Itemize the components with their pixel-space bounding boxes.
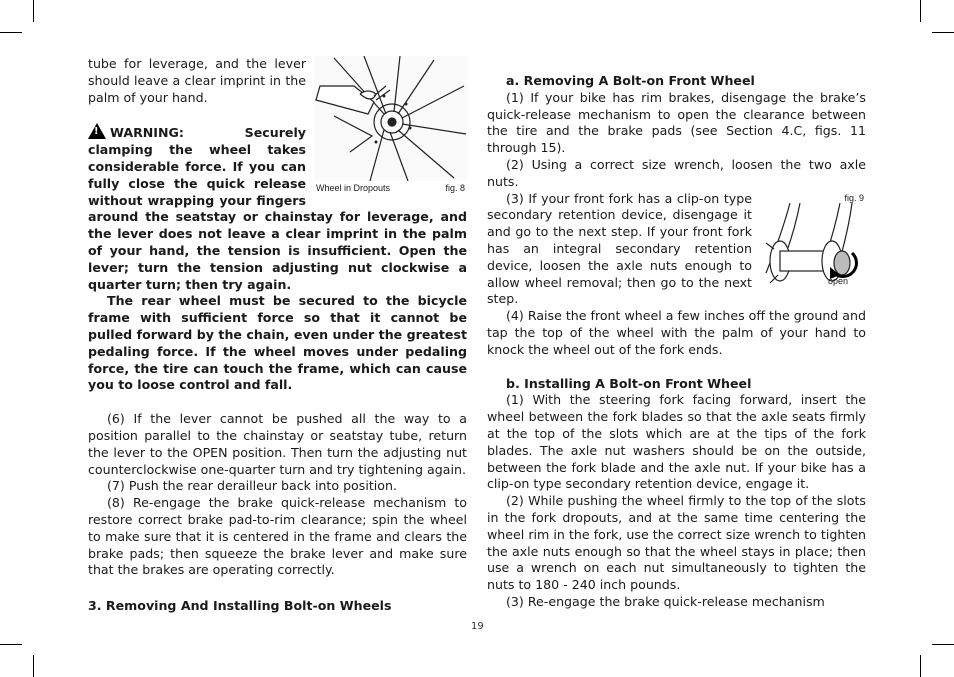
step-b1: (1) With the steering fork facing forward, insert the wheel between the fork blades so that the axle seats firmly at the top of the slots which are at the tips of the fork blades. The axle nut washers should be on the outside, between the fork blade and the axle nut. If your bike has a clip-on type secondary retention device, engage it.	[487, 392, 866, 492]
hub-axle-illustration	[760, 203, 866, 291]
heading-b: b. Installing A Bolt-on Front Wheel	[506, 375, 752, 391]
crop-mark	[932, 644, 954, 645]
step-7: (7) Push the rear derailleur back into position.	[107, 478, 397, 494]
step-b3: (3) Re-engage the brake quick-release mechanism	[506, 593, 825, 609]
left-column	[88, 56, 467, 579]
figure-wheel-in-dropouts	[314, 56, 467, 196]
step-6: (6) If the lever cannot be pushed all the way to a position parallel to the chainstay or seatstay tube, return the lever to the OPEN position. Then turn the adjusting nut counterclockwise one-quarter turn and try tightening again.	[88, 411, 467, 477]
step-a3: (3) If your front fork has a clip-on type secondary retention device, disengage it and go to the next step. If your front fork has an integral secondary retention device, loosen the axle nuts enough to allow wheel removal; then go to the next step.	[487, 190, 752, 307]
figure8-caption: Wheel in Dropouts	[316, 183, 391, 193]
page-number: 19	[471, 621, 484, 632]
right-column	[487, 73, 866, 611]
open-label: open	[828, 275, 849, 286]
warning-text: Securely clamping the wheel takes considerable force. If you can fully close the quick release without wrapping your fingers around the seatstay or chainstay for leverage, and the lever does not leave a clear imprint in the palm of your hand, the tension is insufficient. Open the lever; turn the tension adjusting nut clockwise a quarter turn; then try again.	[88, 125, 467, 292]
crop-mark	[33, 655, 34, 677]
step-a2: (2) Using a correct size wrench, loosen the two axle nuts.	[487, 156, 866, 189]
crop-mark	[0, 32, 22, 33]
warning-icon	[88, 123, 106, 139]
step-b2: (2) While pushing the wheel firmly to the top of the slots in the fork dropouts, and at the same time centering the wheel rim in the fork, use the correct size wrench to tighten the axle nuts enough so that the wheel stays in place; then use a wrench on each nut simultaneously to tighten the nuts to 180 - 240 inch pounds.	[487, 493, 866, 593]
crop-mark	[920, 0, 921, 22]
intro-paragraph: tube for leverage, and the lever should leave a clear imprint in the palm of your hand.	[88, 56, 306, 105]
crop-mark	[932, 32, 954, 33]
crop-mark	[920, 655, 921, 677]
figure8-label: fig. 8	[445, 183, 465, 193]
rear-wheel-warning: The rear wheel must be secured to the bicycle frame with sufficient force so that it cannot be pulled forward by the chain, even under the greatest pedaling force. If the wheel moves under pedaling force, the tire can touch the frame, which can cause you to loose control and fall.	[88, 293, 467, 393]
crop-mark	[0, 644, 22, 645]
crop-mark	[33, 0, 34, 22]
step-a1: (1) If your bike has rim brakes, disengage the brake’s quick-release mechanism to open the clearance between the tire and the brake pads (see Section 4.C, figs. 11 through 15).	[487, 89, 866, 156]
step-a4: (4) Raise the front wheel a few inches off the ground and tap the top of the wheel with the palm of your hand to knock the wheel out of the fork ends.	[487, 308, 866, 357]
section-heading: 3. Removing And Installing Bolt-on Wheels	[88, 598, 392, 613]
warning-label: WARNING:	[110, 125, 184, 141]
heading-a: a. Removing A Bolt-on Front Wheel	[506, 73, 755, 88]
wheel-dropout-illustration	[314, 56, 467, 181]
figure-open-axle-nut	[760, 193, 866, 293]
step-8: (8) Re-engage the brake quick-release mechanism to restore correct brake pad-to-rim clearance; spin the wheel to make sure that it is centered in the frame and clears the brake pads; then squeeze the brake lever and make sure that the brakes are operating correctly.	[88, 495, 467, 578]
figure9-label: fig. 9	[844, 192, 864, 203]
